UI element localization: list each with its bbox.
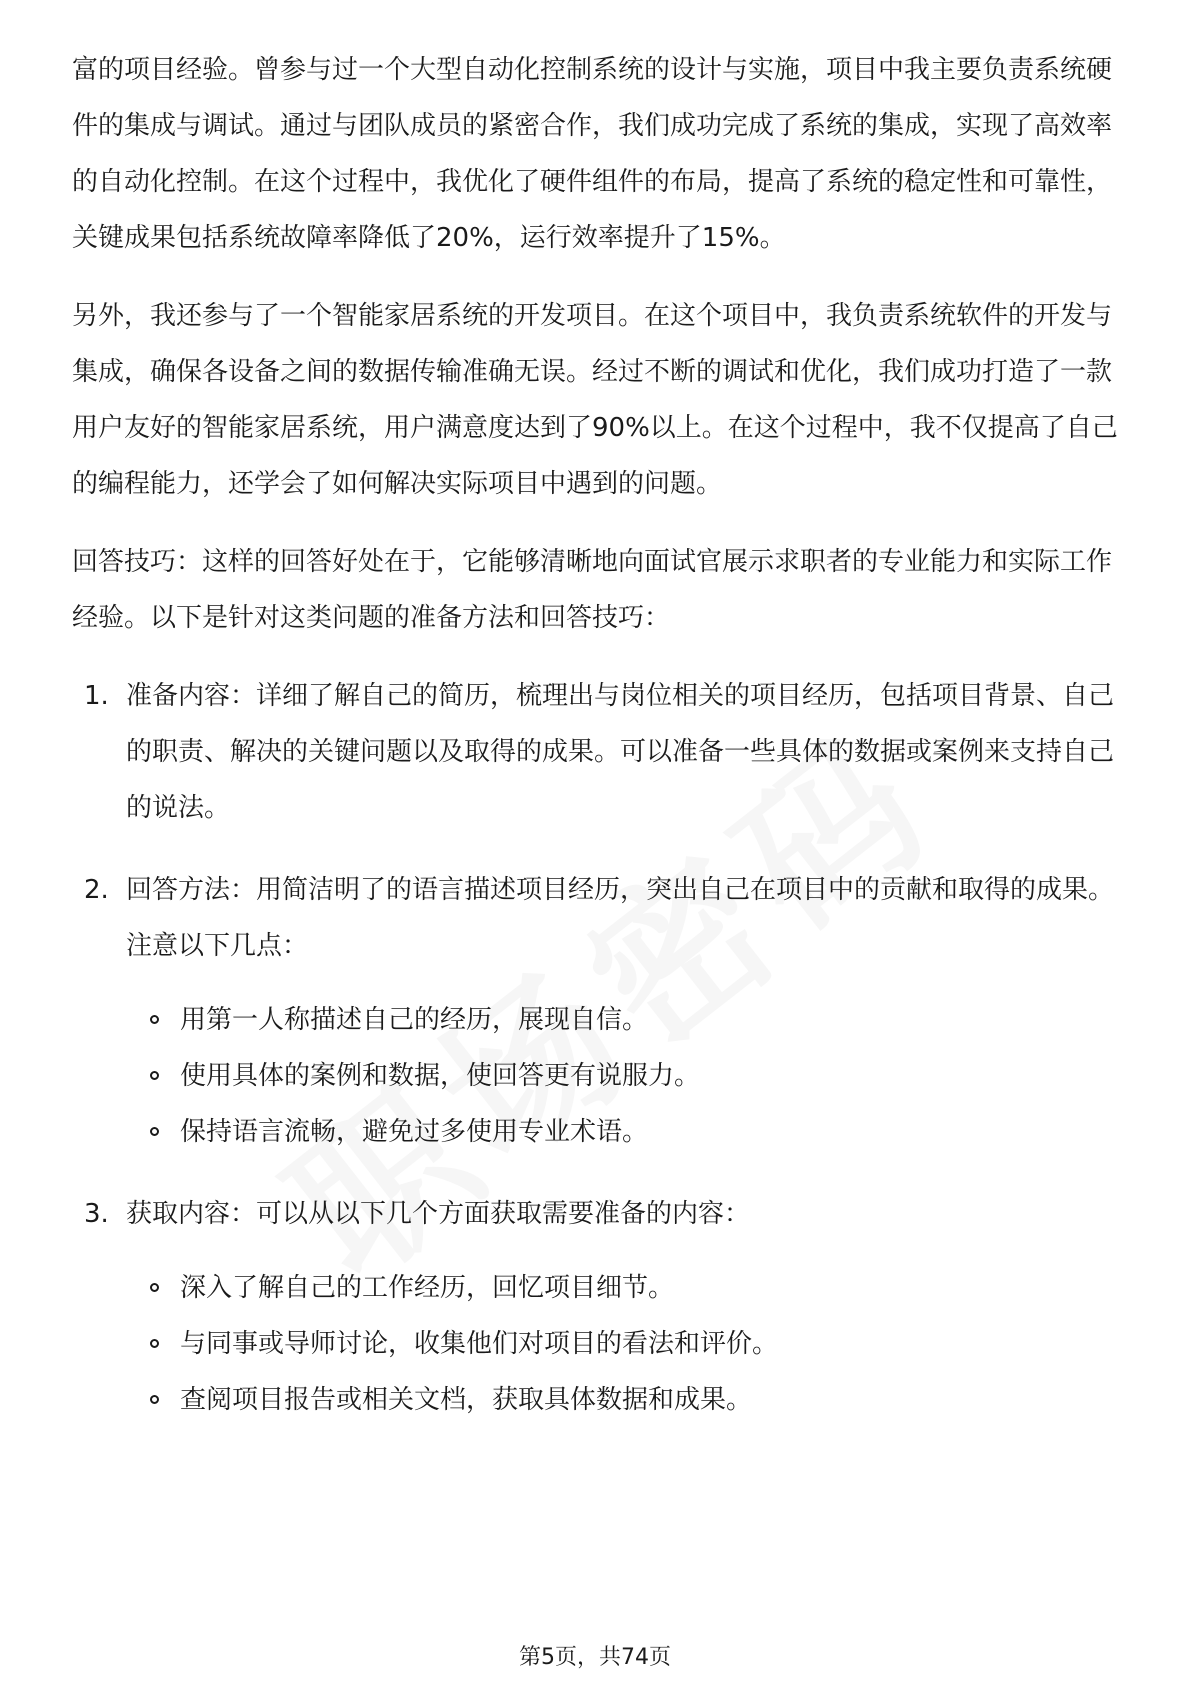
list-item [72,1186,1118,1428]
bullet-text: 使用具体的案例和数据，使回答更有说服力。 [180,1061,701,1091]
circle-bullet-icon [150,1015,159,1024]
list-item-text: 准备内容：详细了解自己的简历，梳理出与岗位相关的项目经历，包括项目背景、自己的职责、解决的关键问题以及取得的成果。可以准备一些具体的数据或案例来支持自己的说法。 [126,681,1115,823]
bullet-text: 查阅项目报告或相关文档，获取具体数据和成果。 [180,1385,753,1415]
bullet-item [126,1260,1118,1316]
circle-bullet-icon [150,1395,159,1404]
list-number: 2. [84,875,109,905]
bullet-item [126,1048,1118,1104]
bullet-item [126,1316,1118,1372]
list-number: 1. [84,681,109,711]
circle-bullet-icon [150,1283,159,1292]
bullet-item [126,1104,1118,1160]
paragraph: 回答技巧：这样的回答好处在于，它能够清晰地向面试官展示求职者的专业能力和实际工作经验。以下是针对这类问题的准备方法和回答技巧： [72,547,1113,633]
numbered-list [72,668,1118,1428]
page-footer: 第5页，共74页 [519,1645,671,1670]
bullet-text: 保持语言流畅，避免过多使用专业术语。 [180,1117,649,1147]
paragraph: 富的项目经验。曾参与过一个大型自动化控制系统的设计与实施，项目中我主要负责系统硬件的集成与调试。通过与团队成员的紧密合作，我们成功完成了系统的集成，实现了高效率的自动化控制。在这个过程中，我优化了硬件组件的布局，提高了系统的稳定性和可靠性，关键成果包括系统故障率降低了20%，运行效率提升了15%。 [72,55,1113,253]
circle-bullet-icon [150,1071,159,1080]
list-item-text: 获取内容：可以从以下几个方面获取需要准备的内容： [126,1199,751,1229]
bullet-list [126,1260,1118,1428]
bullet-text: 用第一人称描述自己的经历，展现自信。 [180,1005,649,1035]
bullet-text: 与同事或导师讨论，收集他们对项目的看法和评价。 [180,1329,779,1359]
circle-bullet-icon [150,1339,159,1348]
list-item-text: 回答方法：用简洁明了的语言描述项目经历，突出自己在项目中的贡献和取得的成果。注意以下几点： [126,875,1115,961]
bullet-item [126,992,1118,1048]
bullet-list [126,992,1118,1160]
list-item [72,668,1118,836]
bullet-item [126,1372,1118,1428]
list-number: 3. [84,1199,109,1229]
bullet-text: 深入了解自己的工作经历，回忆项目细节。 [180,1273,675,1303]
circle-bullet-icon [150,1127,159,1136]
paragraph: 另外，我还参与了一个智能家居系统的开发项目。在这个项目中，我负责系统软件的开发与集成，确保各设备之间的数据传输准确无误。经过不断的调试和优化，我们成功打造了一款用户友好的智能家居系统，用户满意度达到了90%以上。在这个过程中，我不仅提高了自己的编程能力，还学会了如何解决实际项目中遇到的问题。 [72,301,1118,499]
list-item [72,862,1118,1160]
page-content [72,42,1118,1454]
